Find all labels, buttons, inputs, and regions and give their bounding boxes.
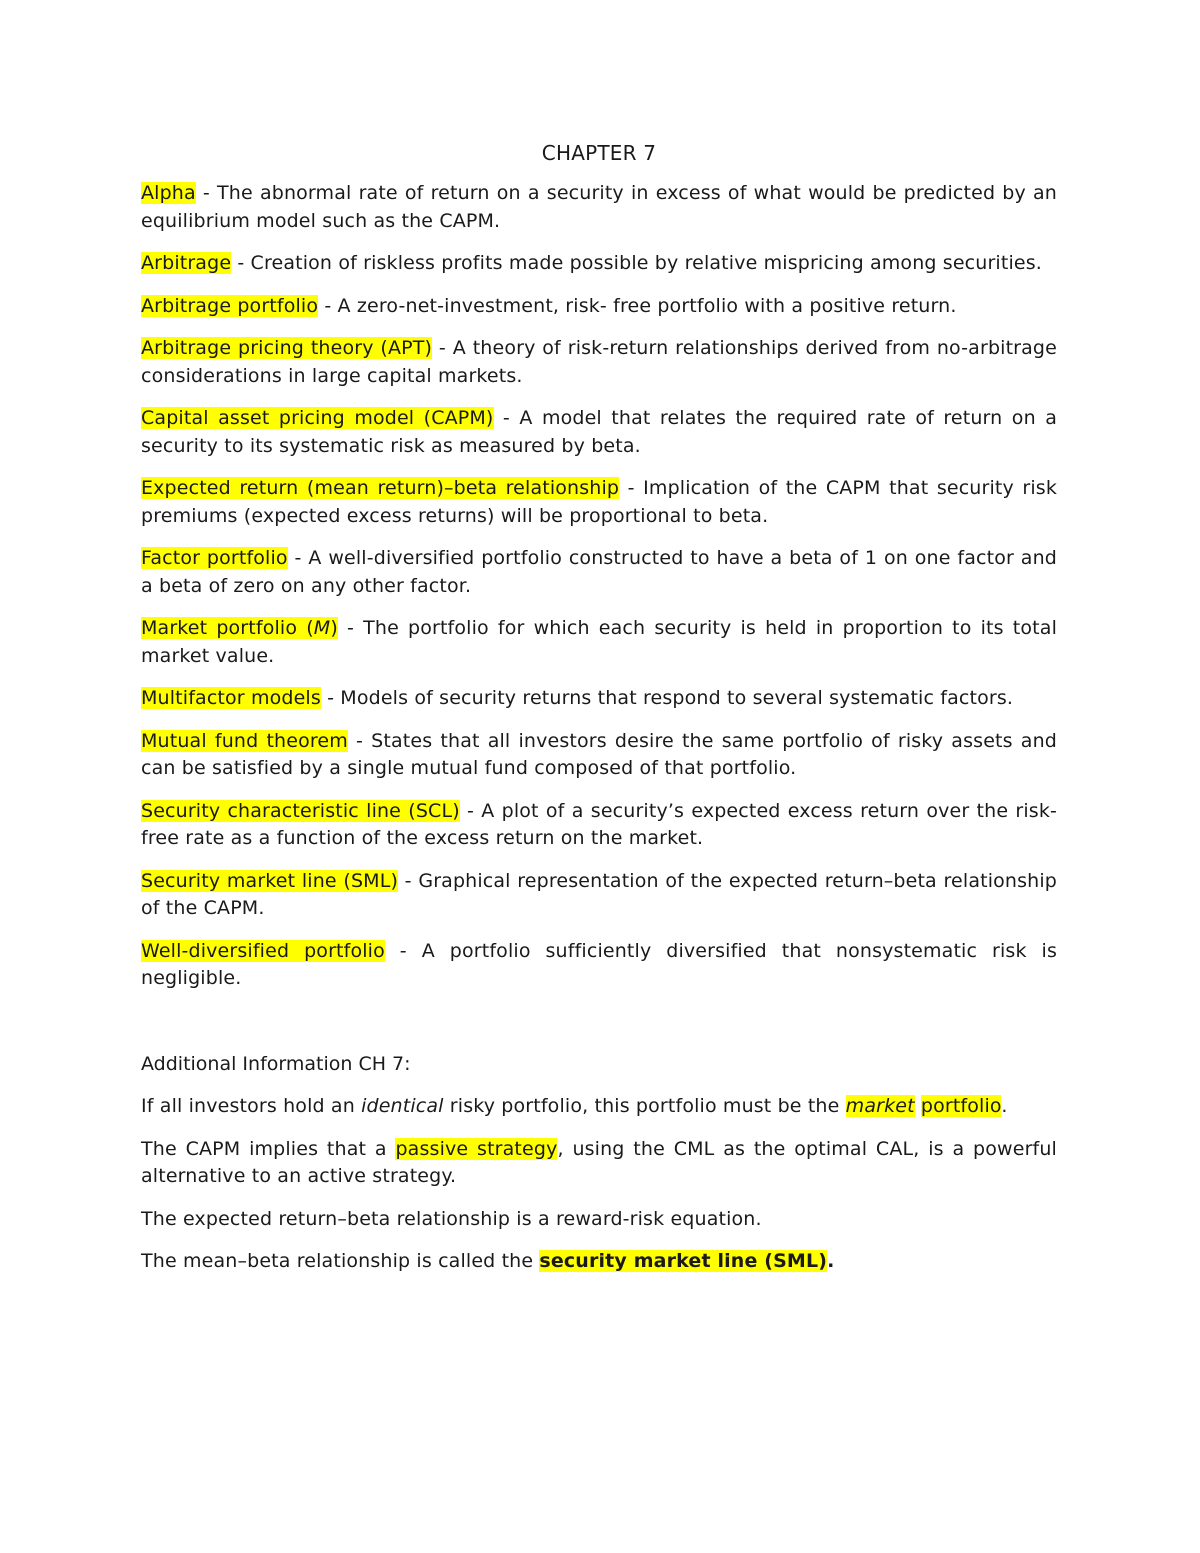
- glossary-term-pre: Market portfolio (: [141, 617, 314, 639]
- additional-paragraph-4: [141, 1248, 1057, 1276]
- glossary-term: Mutual fund theorem: [141, 729, 348, 752]
- glossary-term-italic: M: [313, 617, 331, 639]
- glossary-entry-arbitrage: [141, 250, 1057, 278]
- glossary-definition: - A theory of risk-return relationships derived from no-arbitrage considerations in large capital markets.: [141, 337, 1057, 387]
- glossary-definition: - A well-diversified portfolio constructed to have a beta of 1 on one factor and a beta of zero on any other factor.: [141, 547, 1057, 597]
- glossary-entry-scl: [141, 798, 1057, 853]
- additional-paragraph-1: [141, 1093, 1057, 1121]
- document-page: [141, 138, 1057, 1291]
- glossary-term: Security market line (SML): [141, 869, 399, 892]
- glossary-definition: - Models of security returns that respond to several systematic factors.: [320, 687, 1014, 709]
- text-run-bold: .: [827, 1250, 835, 1272]
- text-run-italic: identical: [361, 1095, 444, 1117]
- glossary-definition: - Creation of riskless profits made possible by relative mispricing among securities.: [231, 252, 1042, 274]
- text-run: , using the CML as the optimal CAL, is a powerful alternative to an active strategy.: [141, 1137, 1057, 1187]
- additional-paragraph-3: The expected return–beta relationship is a reward-risk equation.: [141, 1207, 762, 1230]
- glossary-definition: - States that all investors desire the same portfolio of risky assets and can be satisfied by a single mutual fund composed of that portfolio.: [141, 729, 1058, 779]
- chapter-title: CHAPTER 7: [541, 141, 657, 165]
- text-run: The CAPM implies that a: [141, 1137, 396, 1160]
- glossary-entry-well-diversified: [141, 938, 1057, 993]
- glossary-definition: - A zero-net-investment, risk- free portfolio with a positive return.: [318, 294, 957, 317]
- glossary-term: Expected return (mean return)–beta relationship: [141, 477, 620, 499]
- glossary-entry-factor-portfolio: [141, 545, 1057, 600]
- glossary-term: Multifactor models: [141, 687, 321, 709]
- glossary-entry-arbitrage-portfolio: [141, 293, 1057, 321]
- additional-paragraph-2: [141, 1136, 1057, 1191]
- text-run: If all investors hold an: [141, 1095, 362, 1117]
- highlight-market: market: [845, 1095, 915, 1117]
- glossary-entry-alpha: [141, 180, 1057, 235]
- glossary-entry-mutual-fund-theorem: [141, 728, 1057, 783]
- glossary-definition: - Graphical representation of the expected return–beta relationship of the CAPM.: [141, 869, 1057, 919]
- glossary-entry-apt: [141, 335, 1057, 390]
- glossary-term-post: ): [330, 617, 338, 639]
- glossary-term: Alpha: [141, 182, 196, 204]
- glossary-definition: - The abnormal rate of return on a security in excess of what would be predicted by an equilibrium model such as the CAPM.: [141, 182, 1057, 232]
- glossary-definition: - A portfolio sufficiently diversified that nonsystematic risk is negligible.: [141, 939, 1057, 989]
- glossary-entry-market-portfolio: [141, 615, 1057, 670]
- highlight-portfolio: portfolio: [920, 1095, 1002, 1117]
- glossary-entry-expected-return-beta: [141, 475, 1057, 530]
- additional-info-heading: Additional Information CH 7:: [141, 1052, 411, 1075]
- glossary-term: Arbitrage pricing theory (APT): [141, 337, 433, 359]
- text-run: [915, 1095, 921, 1117]
- highlight-passive-strategy: passive strategy: [395, 1137, 558, 1160]
- glossary-term: Arbitrage: [141, 252, 232, 274]
- glossary-term: Well-diversified portfolio: [141, 939, 385, 962]
- glossary-definition: - Implication of the CAPM that security risk premiums (expected excess returns) will be proportional to beta.: [141, 477, 1057, 527]
- highlight-sml: security market line (SML): [539, 1250, 828, 1272]
- glossary-entry-sml: [141, 868, 1057, 923]
- glossary-definition: - A model that relates the required rate of return on a security to its systematic risk as measured by beta.: [141, 407, 1057, 457]
- glossary-entry-multifactor-models: [141, 685, 1057, 713]
- glossary-term: Capital asset pricing model (CAPM): [141, 407, 494, 429]
- glossary-definition: - The portfolio for which each security is held in proportion to its total market value.: [141, 617, 1057, 667]
- glossary-entry-capm: [141, 405, 1057, 460]
- text-run: risky portfolio, this portfolio must be the: [443, 1095, 846, 1117]
- glossary-term: [141, 617, 338, 639]
- glossary-term: Factor portfolio: [141, 547, 288, 569]
- text-run: The mean–beta relationship is called the: [141, 1250, 540, 1272]
- glossary-term: Security characteristic line (SCL): [141, 799, 460, 822]
- glossary-definition: - A plot of a security’s expected excess return over the risk- free rate as a function of the excess return on the market.: [141, 799, 1058, 849]
- text-run: .: [1001, 1095, 1008, 1117]
- glossary-term: Arbitrage portfolio: [141, 294, 319, 317]
